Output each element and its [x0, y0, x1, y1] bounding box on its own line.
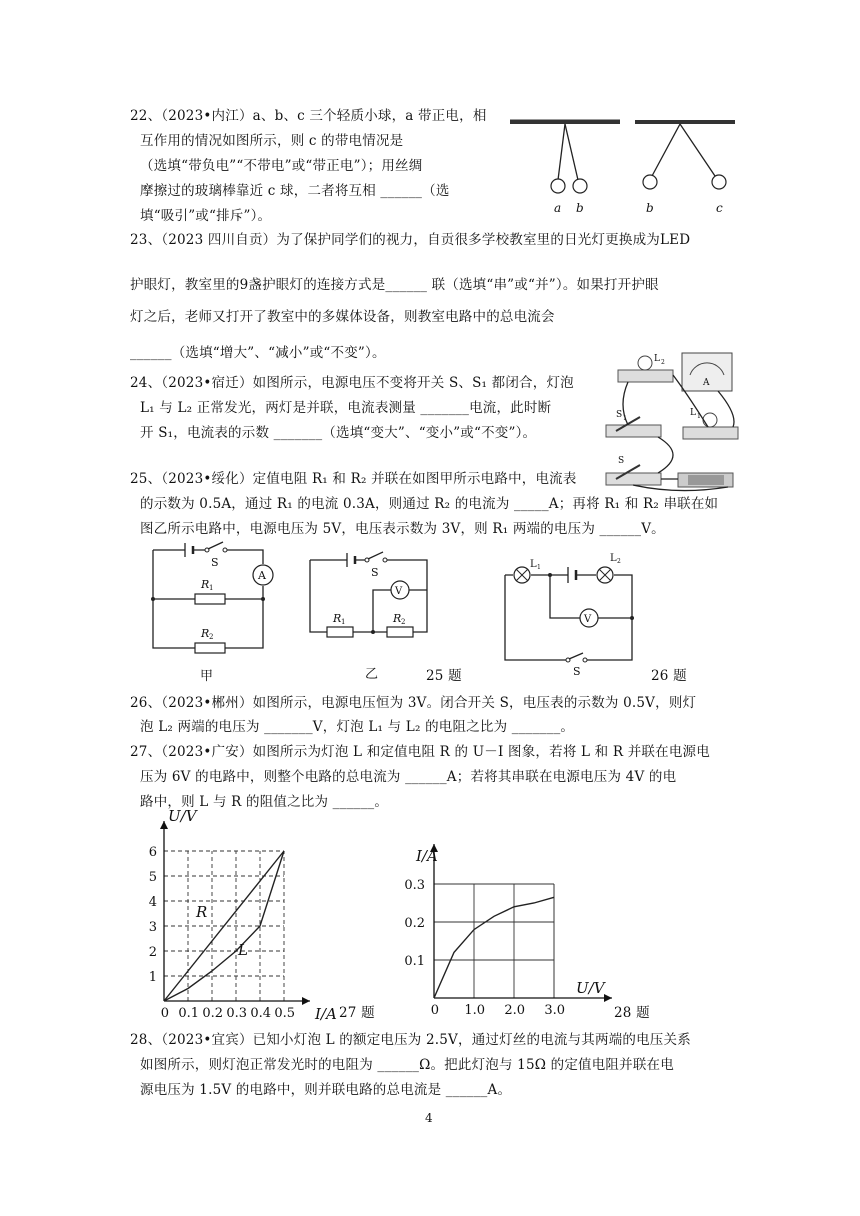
q25-line2: 的示数为 0.5A，通过 R₁ 的电流 0.3A，则通过 R₂ 的电流为 _____A；再将 R₁ 和 R₂ 串联在如: [140, 496, 719, 512]
q24-line2: L₁ 与 L₂ 正常发光，两灯是并联，电流表测量 _______电流，此时断: [140, 400, 552, 416]
svg-text:2: 2: [209, 633, 214, 641]
x-tick-label: 0.3: [226, 1006, 248, 1021]
q24-line3: 开 S₁，电流表的示数 _______（选填“变大”、“变小”或“不变”）。: [140, 425, 537, 441]
q25-line1: 25、（2023•绥化）定值电阻 R₁ 和 R₂ 并联在如图甲所示电路中，电流表: [130, 471, 577, 487]
q23-line4: ______（选填“增大”、“减小”或“不变”）。: [130, 345, 386, 361]
q28-line3: 源电压为 1.5V 的电路中，则并联电路的总电流是 ______A。: [140, 1082, 512, 1098]
x-tick-label: 0: [160, 1006, 170, 1021]
y-tick-label: 5: [148, 870, 158, 885]
q27-line1: 27、（2023•广安）如图所示为灯泡 L 和定值电阻 R 的 U－I 图象，若将 L 和 R 并联在电源电: [130, 744, 710, 760]
c26-voltmeter-label: V: [584, 614, 592, 625]
svg-text:2: 2: [617, 558, 621, 565]
x-axis-arrow: [302, 997, 310, 1005]
jia-ammeter-label: A: [258, 569, 266, 582]
q26-line2: 泡 L₂ 两端的电压为 _______V，灯泡 L₁ 与 L₂ 的电阻之比为 _______。: [140, 719, 575, 735]
y-tick-label: 3: [148, 920, 158, 935]
fig26-label: 26 题: [651, 668, 687, 684]
q28-line1: 28、（2023•宜宾）已知小灯泡 L 的额定电压为 2.5V，通过灯丝的电流与其两端的电压关系: [130, 1032, 691, 1048]
q25-line3: 图乙所示电路中，电源电压为 5V，电压表示数为 3V，则 R₁ 两端的电压为 ______V。: [140, 521, 665, 537]
q23-line1: 23、（2023 四川自贡）为了保护同学们的视力，自贡很多学校教室里的日光灯更换成为LED: [130, 232, 691, 248]
yi-switch-label: S: [371, 566, 379, 579]
q24-line1: 24、（2023•宿迁）如图所示，电源电压不变将开关 S、S₁ 都闭合，灯泡: [130, 375, 574, 391]
c26-switch-label: S: [573, 665, 581, 678]
circuit-26: [500, 553, 645, 678]
series-label-R: R: [196, 903, 208, 921]
ui-graph-27: [140, 805, 380, 1025]
q22-line1: 22、（2023•内江）a、b、c 三个轻质小球，a 带正电，相: [130, 108, 487, 124]
real-circuit-figure: [598, 345, 743, 495]
q27-line3: 路中，则 L 与 R 的阻值之比为 ______。: [140, 794, 389, 810]
svg-text:1: 1: [623, 415, 627, 422]
svg-text:2: 2: [661, 359, 665, 366]
y-tick-label: 1: [148, 970, 158, 985]
y-axis-label: I/A: [416, 847, 438, 865]
x-tick-label: 0.5: [274, 1006, 296, 1021]
jia-r2-label: R: [201, 627, 210, 640]
y-tick-label: 4: [148, 895, 158, 910]
q22-line3: （选填“带负电”“不带电”或“带正电”）；用丝绸: [140, 158, 423, 174]
q23-line3: 灯之后，老师又打开了教室中的多媒体设备，则教室电路中的总电流会: [130, 309, 555, 325]
jia-r1-label: R: [201, 578, 210, 591]
page-number: 4: [425, 1111, 433, 1125]
x-axis-label: U/V: [576, 979, 605, 997]
x-tick-label: 0: [430, 1003, 440, 1018]
charged-balls-figure: [505, 110, 740, 220]
x-tick-label: 1.0: [464, 1003, 486, 1018]
fig28-label: 28 题: [614, 1005, 650, 1021]
q23-line2: 护眼灯，教室里的9盏护眼灯的连接方式是______ 联（选填“串”或“并”）。如果打开护眼: [130, 277, 659, 293]
fig27-label: 27 题: [339, 1005, 375, 1021]
svg-text:2: 2: [401, 618, 406, 626]
x-tick-label: 3.0: [544, 1003, 566, 1018]
ball-label-b2: b: [646, 201, 654, 215]
ball-label-a: a: [554, 201, 562, 215]
jia-caption: 甲: [200, 669, 214, 684]
y-tick-label: 0.1: [404, 954, 426, 969]
svg-text:1: 1: [209, 584, 214, 592]
q22-line4: 摩擦过的玻璃棒靠近 c 球，二者将互相 ______（选: [140, 183, 450, 199]
photo-label-meter: A: [703, 378, 710, 388]
svg-text:1: 1: [697, 413, 701, 420]
yi-r2-label: R: [393, 612, 402, 625]
photo-label-l2: L: [654, 354, 660, 364]
ball-label-b: b: [576, 201, 584, 215]
x-axis-label: I/A: [315, 1005, 337, 1023]
circuit-yi: [305, 550, 435, 690]
x-tick-label: 0.4: [250, 1006, 272, 1021]
fig25-label: 25 题: [426, 668, 462, 684]
yi-r1-label: R: [333, 612, 342, 625]
circuit-jia: [145, 540, 275, 690]
y-tick-label: 2: [148, 945, 158, 960]
jia-switch-label: S: [211, 556, 219, 569]
svg-text:1: 1: [341, 618, 346, 626]
y-tick-label: 6: [148, 845, 158, 860]
photo-label-s: S: [618, 456, 625, 466]
ball-label-c: c: [716, 201, 723, 215]
x-tick-label: 0.2: [202, 1006, 224, 1021]
q22-line2: 互作用的情况如图所示，则 c 的带电情况是: [140, 133, 404, 149]
series-line-0: [434, 897, 554, 998]
c26-l2-label: L: [610, 553, 617, 564]
x-axis-arrow: [604, 994, 612, 1002]
yi-voltmeter-label: V: [395, 586, 403, 597]
series-label-L: L: [238, 941, 248, 959]
photo-label-l1: L: [690, 408, 696, 418]
photo-label-s1: S: [616, 410, 623, 420]
iu-graph-28: [400, 840, 620, 1025]
y-axis-label: U/V: [168, 807, 197, 825]
x-tick-label: 2.0: [504, 1003, 526, 1018]
q22-line5: 填“吸引”或“排斥”）。: [140, 208, 272, 224]
x-tick-label: 0.1: [178, 1006, 200, 1021]
q27-line2: 压为 6V 的电路中，则整个电路的总电流为 ______A；若将其串联在电源电压为 4V 的电: [140, 769, 677, 785]
y-tick-label: 0.3: [404, 878, 426, 893]
y-axis-arrow: [160, 821, 168, 829]
c26-l1-label: L: [530, 559, 537, 570]
y-tick-label: 0.2: [404, 916, 426, 931]
q26-line1: 26、（2023•郴州）如图所示，电源电压恒为 3V。闭合开关 S，电压表的示数为 0.5V，则灯: [130, 695, 697, 711]
svg-text:1: 1: [537, 564, 541, 571]
q28-line2: 如图所示，则灯泡正常发光时的电阻为 ______Ω。把此灯泡与 15Ω 的定值电阻并联在电: [140, 1057, 674, 1073]
yi-caption: 乙: [365, 667, 379, 682]
